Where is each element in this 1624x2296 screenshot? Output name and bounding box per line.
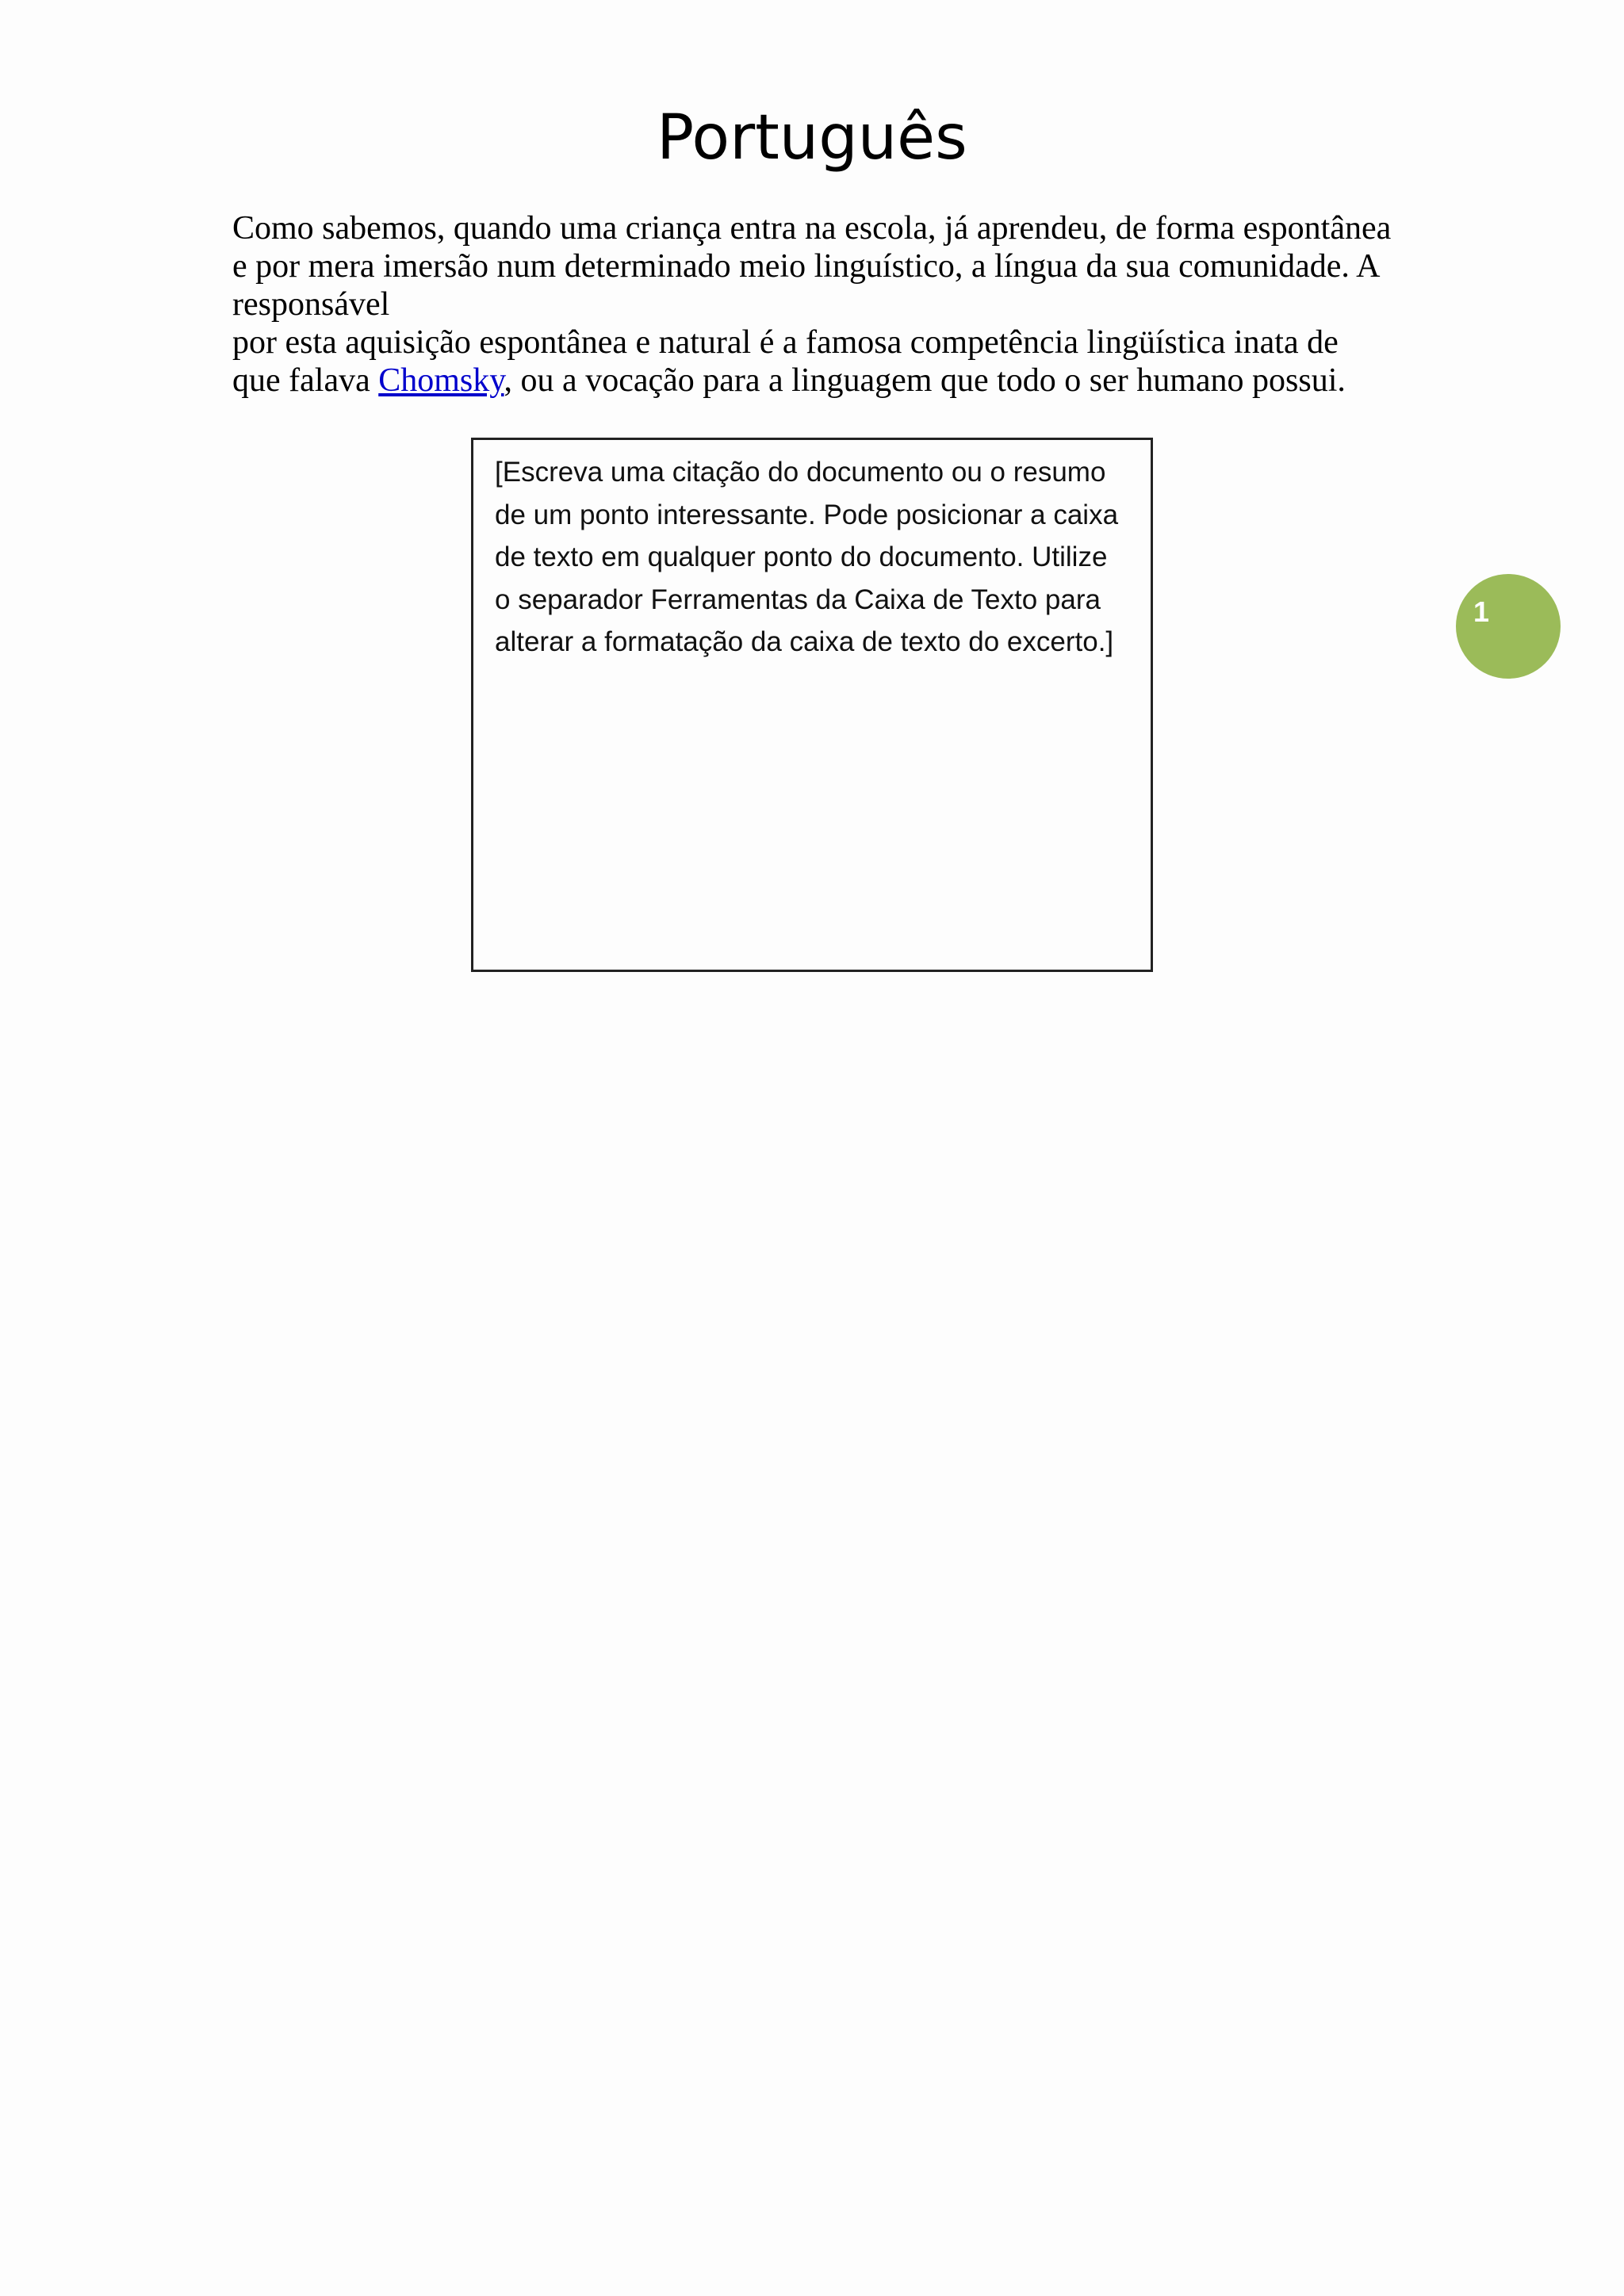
text-box-line: alterar a formatação da caixa de texto do excerto.] — [495, 626, 1114, 657]
paragraph-line: responsável — [232, 286, 390, 323]
paragraph-text: que falava — [232, 362, 379, 399]
paragraph-line: e por mera imersão num determinado meio linguístico, a língua da sua comunidade. A — [232, 248, 1381, 285]
paragraph-line — [232, 362, 1390, 400]
paragraph-line: por esta aquisição espontânea e natural é a famosa competência lingüística inata de — [232, 324, 1339, 361]
body-paragraph — [232, 209, 1390, 400]
quote-text-box-content[interactable] — [495, 451, 1137, 664]
chomsky-link[interactable]: Chomsky — [378, 362, 504, 399]
page-title: Português — [657, 102, 967, 174]
text-box-line: o separador Ferramentas da Caixa de Texto para — [495, 584, 1101, 615]
page-number: 1 — [1473, 595, 1490, 628]
page-number-badge — [1456, 574, 1561, 679]
quote-text-box[interactable] — [471, 438, 1153, 972]
paragraph-text: , ou a vocação para a linguagem que todo o ser humano possui. — [504, 362, 1346, 399]
text-box-line: de texto em qualquer ponto do documento. Utilize — [495, 541, 1108, 572]
text-box-line: [Escreva uma citação do documento ou o resumo — [495, 457, 1106, 488]
text-box-line: de um ponto interessante. Pode posicionar a caixa — [495, 499, 1119, 530]
paragraph-line: Como sabemos, quando uma criança entra na escola, já aprendeu, de forma espontânea — [232, 210, 1392, 247]
